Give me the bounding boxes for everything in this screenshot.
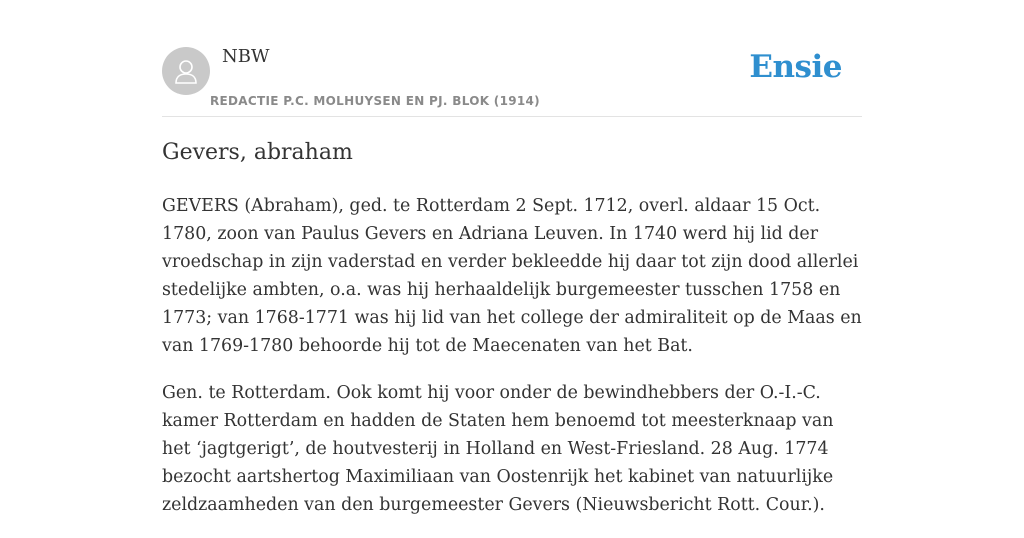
author-name[interactable]: NBW — [222, 46, 270, 67]
paragraph: Gen. te Rotterdam. Ook komt hij voor onder de bewindhebbers der O.-I.-C. kamer Rotterdam en hadden de Staten hem benoemd tot meesterknaap van het ‘jagtgerigt’, de houtvesterij in Holland en West-Friesland. 28 Aug. 1774 bezocht aartshertog Maximiliaan van Oostenrijk het kabinet van natuurlijke zeldzaamheden van den burgemeester Gevers (Nieuwsbericht Rott. Cour.). — [162, 383, 834, 515]
header — [162, 0, 862, 117]
paragraph: GEVERS (Abraham), ged. te Rotterdam 2 Sept. 1712, overl. aldaar 15 Oct. 1780, zoon van Paulus Gevers en Adriana Leuven. In 1740 werd hij lid der vroedschap in zijn vaderstad en verder bekleedde hij daar tot zijn dood allerlei stedelijke ambten, o.a. was hij herhaaldelijk burgemeester tusschen 1758 en 1773; van 1768-1771 was hij lid van het college der admiraliteit op de Maas en van 1769-1780 behoorde hij tot de Maecenaten van het Bat. — [162, 196, 862, 356]
page-container — [162, 0, 862, 515]
user-icon — [173, 57, 199, 85]
author-subtitle: REDACTIE P.C. MOLHUYSEN EN PJ. BLOK (1914) — [210, 94, 540, 108]
page-title: Gevers, abraham — [162, 140, 353, 165]
article-body — [162, 192, 862, 538]
avatar[interactable] — [162, 47, 210, 95]
brand-logo[interactable]: Ensie — [749, 49, 842, 85]
